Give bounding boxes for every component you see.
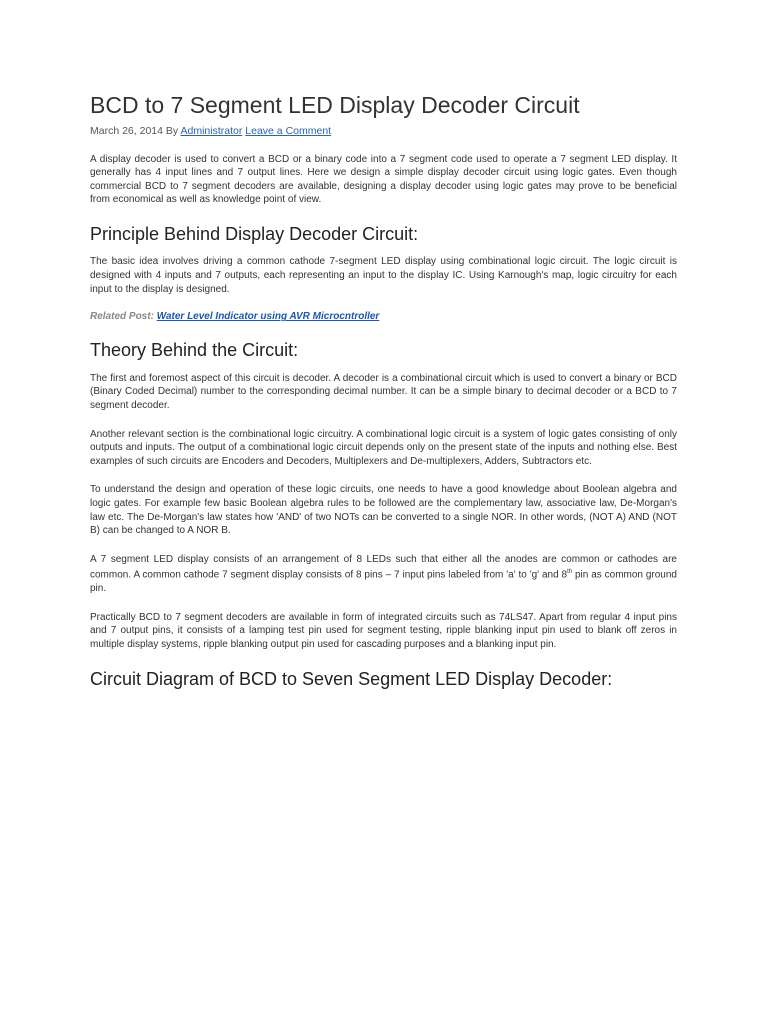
post-date: March 26, 2014: [90, 124, 163, 137]
ordinal-superscript: th: [567, 569, 573, 576]
theory-paragraph-2: Another relevant section is the combinational logic circuitry. A combinational logic circuit is a system of logic gates consisting of only outputs and inputs. The output of a combinational logic circuit depends only on the present state of the inputs and nothing else. Best examples of such circuits are Encoders and Decoders, Multiplexers and De-multiplexers, Adders, Subtractors etc.: [90, 428, 677, 467]
post-by: By: [165, 124, 179, 137]
theory-p4-text: A 7 segment LED display consists of an arrangement of 8 LEDs such that either all the anodes are common or cathodes are common. A common cathode 7 segment display consists of 8 pins – 7 input pins labeled from 'a' to 'g' and 8: [90, 553, 677, 581]
article-body: [90, 92, 677, 700]
intro-paragraph: A display decoder is used to convert a BCD or a binary code into a 7 segment code used to operate a 7 segment LED display. It generally has 4 input lines and 7 output lines. Here we design a simple display decoder circuit using logic gates. Even though commercial BCD to 7 segment decoders are available, designing a display decoder using logic gates may prove to be beneficial from economical as well as knowledge point of view.: [90, 153, 677, 206]
page-title: BCD to 7 Segment LED Display Decoder Circuit: [90, 92, 580, 118]
related-post-label: Related Post:: [90, 311, 154, 323]
section-heading-circuit-diagram: Circuit Diagram of BCD to Seven Segment LED Display Decoder:: [90, 668, 613, 689]
theory-paragraph-3: To understand the design and operation of these logic circuits, one needs to have a good knowledge about Boolean algebra and logic gates. For example few basic Boolean algebra rules to be followed are the complementary law, associative law, De-Morgan's law etc. The De-Morgan's law states how 'AND' of two NOTs can be converted to a single NOR. In other words, (NOT A) AND (NOT B) can be changed to A NOR B.: [90, 484, 677, 537]
related-post: [90, 311, 677, 322]
author-link[interactable]: Administrator: [180, 124, 243, 137]
section-heading-principle: Principle Behind Display Decoder Circuit:: [90, 223, 419, 244]
theory-paragraph-5: Practically BCD to 7 segment decoders are available in form of integrated circuits such as 74LS47. Apart from regular 4 input pins and 7 output pins, it consists of a lamping test pin used for segment testing, ripple blanking input pin used to blank off zeros in multiple display systems, ripple blanking output pin used for cascading purposes and a blanking input pin.: [90, 611, 677, 650]
post-meta: [90, 125, 677, 137]
principle-paragraph: The basic idea involves driving a common cathode 7-segment LED display using combinational logic circuit. The logic circuit is designed with 4 inputs and 7 outputs, each representing an input to the display IC. Using Karnough's map, logic circuitry for each input to the display is designed.: [90, 256, 677, 295]
related-post-link[interactable]: Water Level Indicator using AVR Microcntroller: [156, 311, 380, 323]
theory-paragraph-4: [90, 553, 677, 596]
section-heading-theory: Theory Behind the Circuit:: [90, 340, 299, 361]
theory-p4-tail: pin as common ground pin.: [90, 569, 677, 595]
leave-comment-link[interactable]: Leave a Comment: [245, 124, 332, 137]
theory-paragraph-1: The first and foremost aspect of this circuit is decoder. A decoder is a combinational circuit which is used to convert a binary or BCD (Binary Coded Decimal) number to the corresponding decimal number. It can be a simple binary to decimal decoder or a BCD to 7 segment decoder.: [90, 372, 677, 411]
